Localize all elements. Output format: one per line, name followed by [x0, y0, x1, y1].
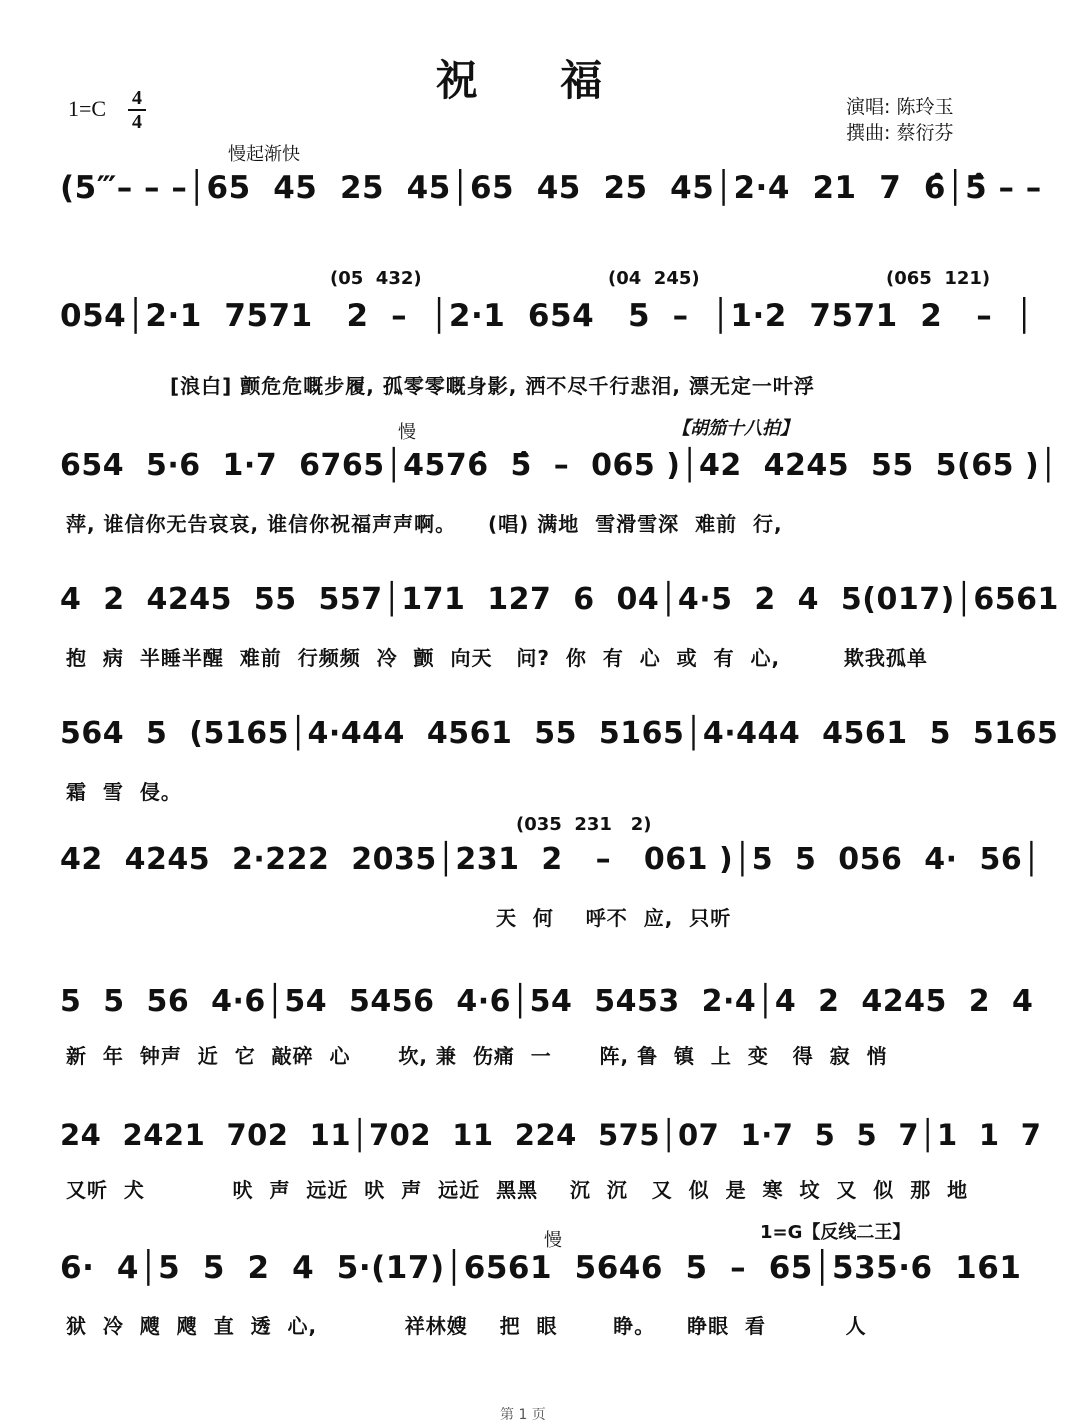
notation-line: 054│2·1 7571 2 – │2·1 654 5 – │1·2 7571 2 – │ — [60, 298, 1034, 334]
time-signature-bottom: 4 — [132, 111, 142, 133]
bracket-annotation: (035 231 2) — [516, 814, 652, 835]
notation-line: 654 5·6 1·7 6765│4576̂ 5̂ – 065 )│42 4245 55 5(65 )│ — [60, 448, 1058, 483]
bracket-annotation: (065 121) — [886, 268, 991, 289]
time-signature — [128, 88, 146, 132]
song-title: 祝 福 — [435, 56, 637, 105]
tempo-annotation: 慢起渐快 — [228, 144, 300, 165]
score-system-4 — [60, 546, 1059, 678]
composer-credit: 撰曲: 蔡衍芬 — [846, 122, 954, 144]
lyrics-line: 又听 犬 吠 声 远近 吠 声 远近 黑黑 沉 沉 又 似 是 寒 坟 又 似 那 地 — [66, 1178, 969, 1202]
lyrics-line: 萍, 谁信你无告哀哀, 谁信你祝福声声啊。 (唱) 满地 雪滑雪深 难前 行, — [66, 512, 783, 536]
tune-name-annotation: 【胡笳十八拍】 — [672, 418, 798, 439]
tempo-annotation: 慢 — [544, 1230, 562, 1251]
score-system-9 — [60, 1214, 1020, 1346]
singer-credit: 演唱: 陈玲玉 — [846, 96, 954, 118]
notation-line: (5‴– – –│65 45 25 45│65 45 25 45│2·4 21 7 6̂│5̂ – – — [60, 170, 1042, 206]
lyrics-line: 狱 冷 飕 飕 直 透 心, 祥林嫂 把 眼 睁。 睁眼 看 人 — [66, 1314, 867, 1338]
notation-line: 6· 4│5 5 2 4 5·(17)│6561 5646 5 – 65│535·6 161 — [60, 1250, 1022, 1286]
score-system-2 — [60, 262, 1034, 398]
score-system-6 — [60, 806, 1041, 938]
notation-line: 5 5 56 4·6│54 5456 4·6│54 5453 2·4│4 2 4245 2 4 — [60, 984, 1034, 1019]
notation-line: 42 4245 2·222 2035│231 2 – 061 )│5 5 056 4· 56│ — [60, 842, 1041, 877]
notation-line: 24 2421 702 11│702 11 224 575│07 1·7 5 5 7│1 1 7 — [60, 1118, 1042, 1152]
lyrics-line: 新 年 钟声 近 它 敲碎 心 坎, 兼 伤痛 一 阵, 鲁 镇 上 变 得 寂 悄 — [66, 1044, 888, 1068]
lyrics-line: 抱 病 半睡半醒 难前 行频频 冷 颤 向天 问? 你 有 心 或 有 心, 欺我孤单 — [66, 646, 928, 670]
lyrics-line: 天 何 呼不 应, 只听 — [66, 906, 732, 930]
bracket-annotation: (04 245) — [608, 268, 700, 289]
time-signature-top: 4 — [132, 87, 142, 109]
notation-line: 564 5 (5165│4·444 4561 55 5165│4·444 4561 5 5165 — [60, 716, 1059, 751]
score-system-7 — [60, 948, 1034, 1080]
score-system-3 — [60, 412, 1058, 544]
score-system-8 — [60, 1082, 1042, 1214]
key-signature: 1=C — [68, 96, 107, 121]
tune-name-annotation: 1=G【反线二王】 — [760, 1222, 911, 1243]
page-footer: 第 1 页 — [500, 1407, 546, 1423]
score-system-1 — [60, 134, 1042, 266]
notation-line: 4 2 4245 55 557│171 127 6 04│4·5 2 4 5(017)│6561 — [60, 582, 1059, 617]
score-system-5 — [60, 680, 1059, 812]
lyrics-line: 霜 雪 侵。 — [66, 780, 182, 804]
tempo-annotation: 慢 — [398, 422, 416, 443]
lyrics-line: [浪白] 颤危危嘅步履, 孤零零嘅身影, 洒不尽千行悲泪, 漂无定一叶浮 — [170, 374, 815, 398]
bracket-annotation: (05 432) — [330, 268, 422, 289]
